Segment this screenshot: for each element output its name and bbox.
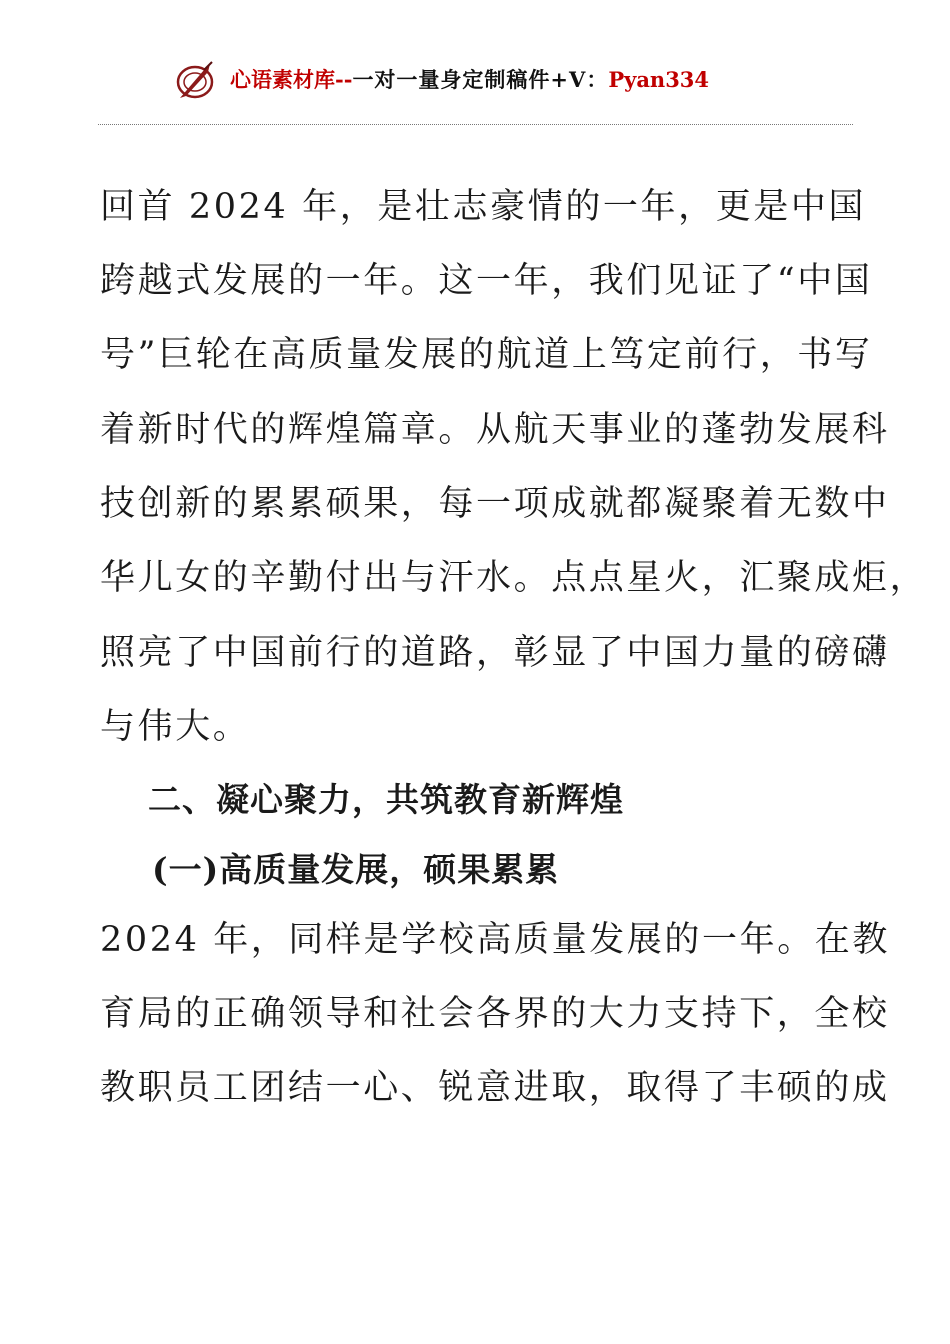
body-line: 号”巨轮在高质量发展的航道上笃定前行，书写 [100,335,873,375]
header-slogan: 一对一量身定制稿件+V： [352,67,609,92]
body-line: 华儿女的辛勤付出与汗水。点点星火，汇聚成炬， [100,558,928,598]
header-contact: Pyan334 [608,67,710,92]
body-line: 跨越式发展的一年。这一年，我们见证了“中国 [100,261,873,301]
body-line: 着新时代的辉煌篇章。从航天事业的蓬勃发展科 [100,410,890,450]
body-line: 2024 年，同样是学校高质量发展的一年。在教 [100,920,890,960]
quill-pen-logo-icon [174,60,216,102]
header-separator: -- [335,67,353,92]
brand-name: 心语素材库 [230,67,335,92]
body-line: 与伟大。 [100,707,251,747]
body-line: 育局的正确领导和社会各界的大力支持下，全校 [100,994,890,1034]
section-heading: 二、凝心聚力，共筑教育新辉煌 [148,780,624,819]
body-line: 回首 2024 年，是壮志豪情的一年，更是中国 [100,187,867,227]
body-line: 技创新的累累硕果，每一项成就都凝聚着无数中 [100,484,890,524]
body-line: 照亮了中国前行的道路，彰显了中国力量的磅礴 [100,633,890,673]
header-divider [98,124,853,125]
subsection-heading: (一)高质量发展，硕果累累 [152,850,560,889]
body-line: 教职员工团结一心、锐意进取，取得了丰硕的成 [100,1068,890,1108]
page-header [0,58,950,104]
header-title [230,66,709,94]
